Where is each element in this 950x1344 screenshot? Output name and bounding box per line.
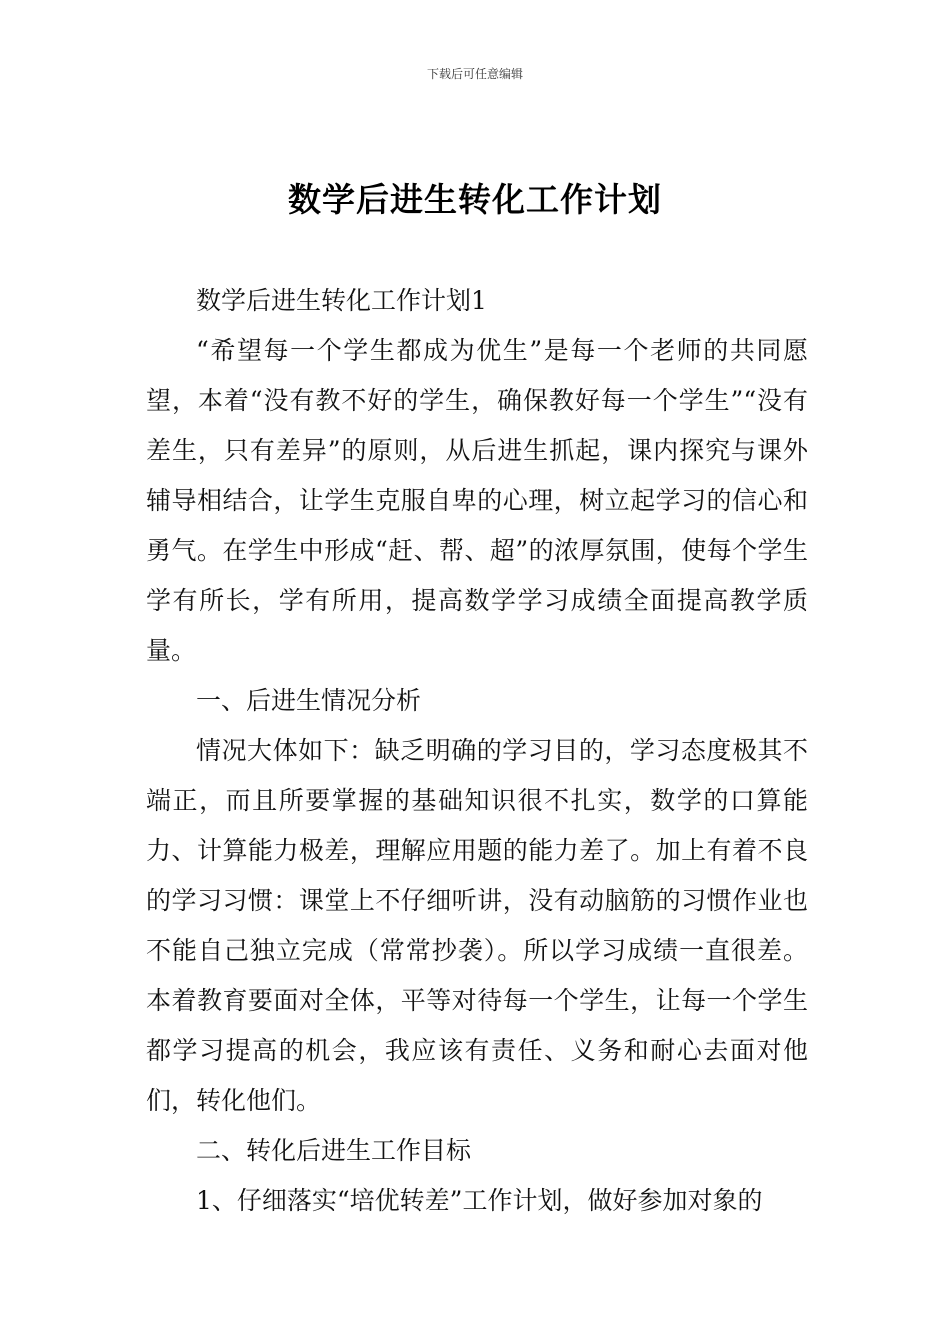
analysis-paragraph: 情况大体如下：缺乏明确的学习目的，学习态度极其不端正，而且所要掌握的基础知识很不扎实，数学的口算能力、计算能力极差，理解应用题的能力差了。加上有着不良的学习习惯：课堂上不仔细听讲，没有动脑筋的习惯作业也不能自己独立完成（常常抄袭）。所以学习成绩一直很差。本着教育要面对全体，平等对待每一个学生，让每一个学生都学习提高的机会，我应该有责任、义务和耐心去面对他们，转化他们。 [146,736,808,1115]
document-title: 数学后进生转化工作计划 [288,180,662,219]
goal-item-1: 1、仔细落实“培优转差”工作计划，做好参加对象的 [196,1186,763,1215]
page-header-note: 下载后可任意编辑 [426,67,523,81]
document-body [146,276,808,1226]
section-heading-1: 一、后进生情况分析 [196,686,422,715]
section-heading-2: 二、转化后进生工作目标 [196,1136,472,1165]
intro-paragraph: “希望每一个学生都成为优生”是每一个老师的共同愿望，本着“没有教不好的学生，确保教好每一个学生”“没有差生，只有差异”的原则，从后进生抓起，课内探究与课外辅导相结合，让学生克服自卑的心理，树立起学习的信心和勇气。在学生中形成“赶、帮、超”的浓厚氛围，使每个学生学有所长，学有所用，提高数学学习成绩全面提高教学质量。 [146,336,808,665]
subtitle-paragraph: 数学后进生转化工作计划1 [196,286,487,315]
